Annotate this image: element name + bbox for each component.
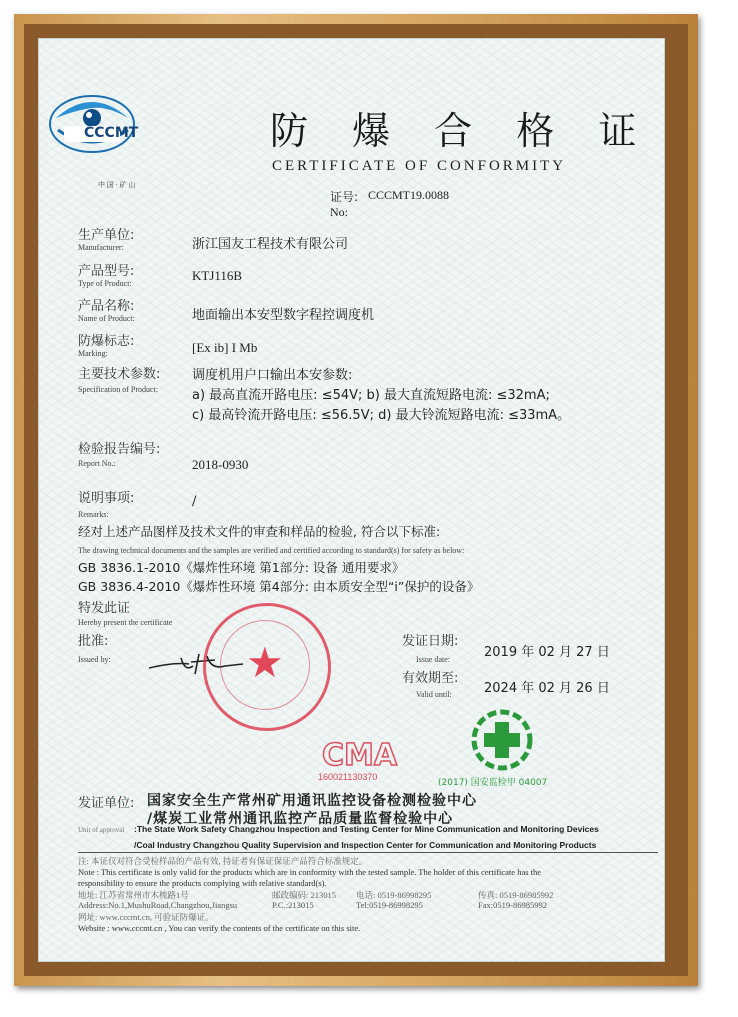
spec-line-3: c) 最高铃流开路电压: ≤56.5V; d) 最大铃流短路电流: ≤33mA。 [192,408,571,423]
marking-label: 防爆标志: [78,334,135,349]
spec-label-en: Specification of Product: [78,385,158,394]
issuer-en-line2: /Coal Industry Changzhou Quality Supervision and Inspection Center for Communication and Monitoring Products [134,840,597,850]
footer-divider [78,852,658,853]
cert-no-label-en: No: [330,205,348,219]
cert-no-value: CCCMT19.0088 [368,188,450,202]
postcode-cn: 邮政编码: 213015 [272,890,336,900]
address-en: Address:No.1,MushuRoad,Changzhou,Jiangsu [78,900,238,910]
note-cn: 注: 本证仅对符合受检样品的产品有效, 持证者有保证保证产品符合标准规定。 [78,856,368,866]
issuer-cn-line2: /煤炭工业常州通讯监控产品质量监督检验中心 [147,811,454,827]
cccmt-logo [48,78,139,166]
logo-subtext: 中 国 · 矿 山 [98,181,136,189]
note-en-line2: responsibility to ensure the products complying with relative standard(s). [78,878,327,888]
statement-en: The drawing technical documents and the samples are verified and certified according to standard(s) for safety as below: [78,546,465,555]
name-value: 地面输出本安型数字程控调度机 [192,308,375,323]
standard-1: GB 3836.1-2010《爆炸性环境 第1部分: 设备 通用要求》 [78,560,405,575]
valid-until-label: 有效期至: [402,671,459,686]
type-label: 产品型号: [78,264,135,279]
issue-date-label: 发证日期: [402,634,459,649]
title-cn: 防 爆 合 格 证 [270,109,653,153]
standard-2: GB 3836.4-2010《爆炸性环境 第4部分: 由本质安全型“i”保护的设备》 [78,579,480,594]
postcode-en: P.C.:213015 [272,900,314,910]
name-label: 产品名称: [78,299,135,314]
manufacturer-label: 生产单位: [78,228,135,243]
present-en: Hereby present the certificate [78,618,173,627]
eye-swirl-logo-icon [48,78,139,166]
tel-en: Tel:0519-86998295 [356,900,423,910]
type-label-en: Type of Product: [78,279,132,288]
remarks-label-en: Remarks: [78,510,109,519]
manufacturer-label-en: Manufacturer: [78,243,124,252]
remarks-value: / [192,494,197,509]
valid-until-value: 2024 年 02 月 26 日 [484,681,610,696]
svg-text:CMA: CMA [322,738,398,773]
note-en-line1: Note : This certificate is only valid for the products which are in conformity with the tested sample. The holder of this certificate has the [78,867,542,877]
spec-line-1: 调度机用户口输出本安参数: [192,368,353,383]
logo-text: CCCMT [84,125,139,141]
official-round-seal [203,603,331,731]
report-label: 检验报告编号: [78,442,161,457]
marking-label-en: Marking: [78,349,108,358]
cma-stamp-icon [320,733,398,773]
spec-line-2: a) 最高直流开路电压: ≤54V; b) 最大直流短路电流: ≤32mA; [192,388,550,403]
issuer-en-label: Unit of approval [78,826,125,834]
issue-date-label-en: Issue date: [416,655,450,664]
present-cn: 特发此证 [78,601,131,616]
seal-star-icon: ★ [246,638,284,687]
valid-until-label-en: Valid until: [416,690,452,699]
cert-no-label: 证号: [330,190,359,204]
address-cn: 地址: 江苏省常州市木梳路1号 [78,890,189,900]
marking-value: [Ex ib] I Mb [192,340,258,355]
issued-label: 批准: [78,634,109,649]
report-value: 2018-0930 [192,457,249,472]
issued-label-en: Issued by: [78,655,111,664]
type-value: KTJ116B [192,268,243,283]
statement-cn: 经对上述产品图样及技术文件的审查和样品的检验, 符合以下标准: [78,524,441,539]
fax-cn: 传真: 0519-86985992 [478,890,554,900]
remarks-label: 说明事项: [78,491,135,506]
report-label-en: Report No.: [78,459,116,468]
safety-cross-stamp-icon [470,708,534,772]
issuer-en-line1: :The State Work Safety Changzhou Inspection and Testing Center for Mine Communication and Monitoring Devices [134,824,599,834]
manufacturer-value: 浙江国友工程技术有限公司 [192,237,349,252]
safety-stamp-number: (2017) 国安监检甲 04007 [438,778,548,788]
fax-en: Fax:0519-86985992 [478,900,547,910]
name-label-en: Name of Product: [78,314,135,323]
issue-date-value: 2019 年 02 月 27 日 [484,645,610,660]
issuer-label: 发证单位: [78,796,135,811]
title-en: CERTIFICATE OF CONFORMITY [272,158,567,174]
spec-label: 主要技术参数: [78,367,161,382]
cma-number: 160021130370 [318,772,378,782]
issuer-cn-line1: 国家安全生产常州矿用通讯监控设备检测检验中心 [147,793,477,809]
website-en: Website : www.cccmt.cn , You can verify the contents of the certificate on this site. [78,923,361,933]
tel-cn: 电话: 0519-86998295 [356,890,432,900]
website-cn: 网址: www.cccmt.cn, 可验证防爆证。 [78,912,214,922]
